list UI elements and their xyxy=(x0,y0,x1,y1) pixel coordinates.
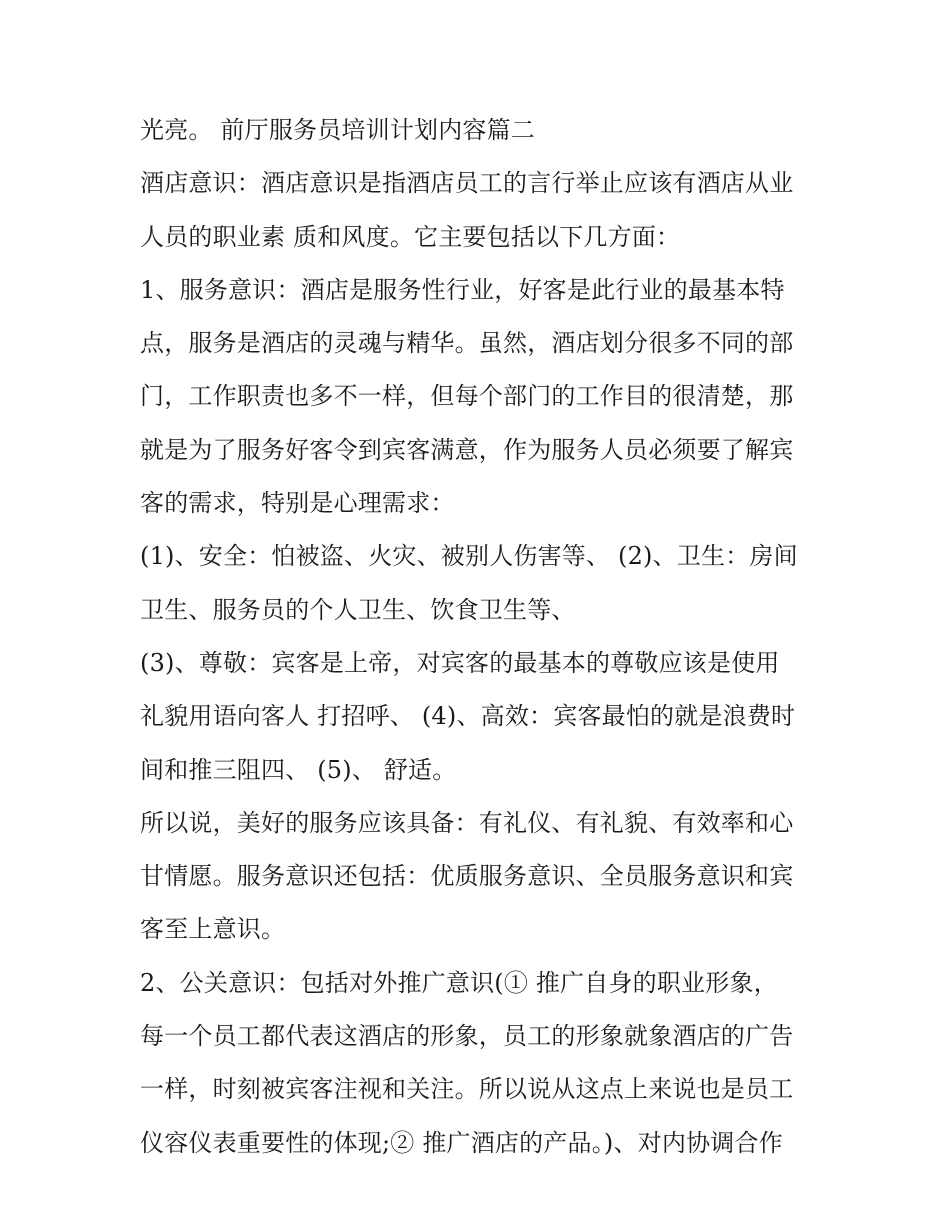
text-line: 客的需求，特别是心理需求： xyxy=(140,489,455,518)
text-line: (1)、安全：怕被盗、火灾、被别人伤害等、 (2)、卫生：房间 xyxy=(140,542,798,571)
text-line: 甘情愿。服务意识还包括：优质服务意识、全员服务意识和宾 xyxy=(140,862,794,891)
text-line: 卫生、服务员的个人卫生、饮食卫生等、 xyxy=(140,595,576,624)
text-line: 光亮。 前厅服务员培训计划内容篇二 xyxy=(140,116,536,144)
text-line: 2、公关意识：包括对外推广意识(① 推广自身的职业形象， xyxy=(140,968,778,997)
text-line: 1、服务意识：酒店是服务性行业，好客是此行业的最基本特 xyxy=(140,275,785,304)
text-line: 仪容仪表重要性的体现;② 推广酒店的产品。)、对内协调合作 xyxy=(140,1128,783,1157)
document-body xyxy=(140,104,830,1170)
text-line: 一样，时刻被宾客注视和关注。所以说从这点上来说也是员工 xyxy=(140,1075,794,1104)
text-line: 就是为了服务好客令到宾客满意，作为服务人员必须要了解宾 xyxy=(140,435,794,464)
text-line: 点，服务是酒店的灵魂与精华。虽然，酒店划分很多不同的部 xyxy=(140,329,794,358)
text-line: 客至上意识。 xyxy=(140,915,286,944)
text-line: 人员的职业素 质和风度。它主要包括以下几方面： xyxy=(140,222,681,251)
text-line: 门，工作职责也多不一样，但每个部门的工作目的很清楚，那 xyxy=(140,382,794,411)
text-line: 酒店意识：酒店意识是指酒店员工的言行举止应该有酒店从业 xyxy=(140,169,794,198)
text-line: 间和推三阻四、 (5)、 舒适。 xyxy=(140,755,457,784)
text-line: (3)、尊敬：宾客是上帝，对宾客的最基本的尊敬应该是使用 xyxy=(140,648,780,677)
text-line: 礼貌用语向客人 打招呼、 (4)、高效：宾客最怕的就是浪费时 xyxy=(140,702,796,731)
text-line: 每一个员工都代表这酒店的形象，员工的形象就象酒店的广告 xyxy=(140,1022,794,1051)
text-line: 所以说，美好的服务应该具备：有礼仪、有礼貌、有效率和心 xyxy=(140,808,794,837)
